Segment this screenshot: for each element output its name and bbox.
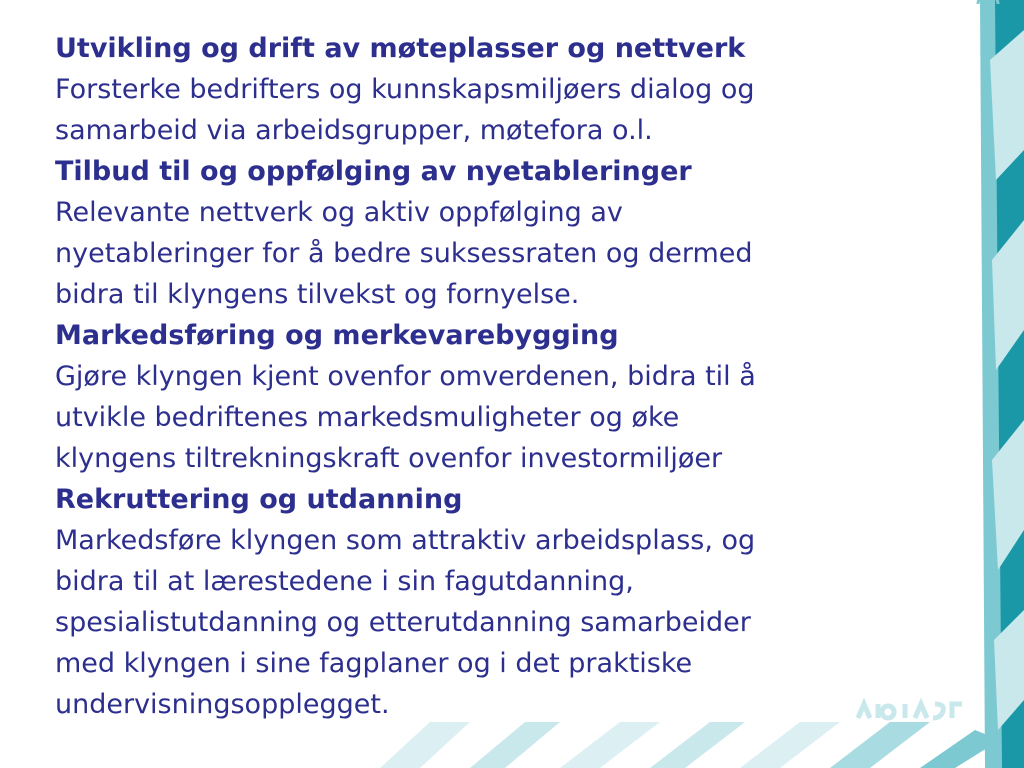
right-edge-pattern	[980, 0, 1024, 768]
section-marketing	[55, 315, 965, 479]
section-body: Relevante nettverk og aktiv oppfølging av nyetableringer for å bedre suksessraten og dermed bidra til klyngens tilvekst og fornyelse.	[55, 197, 753, 310]
bottom-stripes	[380, 722, 1000, 768]
section-recruitment	[55, 479, 965, 725]
section-new-establishments	[55, 151, 965, 315]
slide-content	[55, 28, 965, 725]
section-body: Forsterke bedrifters og kunnskapsmiljøers dialog og samarbeid via arbeidsgrupper, møtefora o.l.	[55, 74, 755, 146]
section-heading: Rekruttering og utdanning	[55, 484, 463, 515]
section-body: Markedsføre klyngen som attraktiv arbeidsplass, og bidra til at lærestedene i sin fagutdanning, spesialistutdanning og etterutdanning samarbeider med klyngen i sine fagplaner og i det praktiske undervisningsopplegget.	[55, 525, 756, 720]
section-body: Gjøre klyngen kjent ovenfor omverdenen, bidra til å utvikle bedriftenes markedsmuligheter og øke klyngens tiltrekningskraft ovenfor investormiljøer	[55, 361, 756, 474]
section-heading: Utvikling og drift av møteplasser og nettverk	[55, 33, 746, 64]
section-heading: Tilbud til og oppfølging av nyetableringer	[55, 156, 692, 187]
section-meeting-places	[55, 28, 965, 151]
section-heading: Markedsføring og merkevarebygging	[55, 320, 619, 351]
